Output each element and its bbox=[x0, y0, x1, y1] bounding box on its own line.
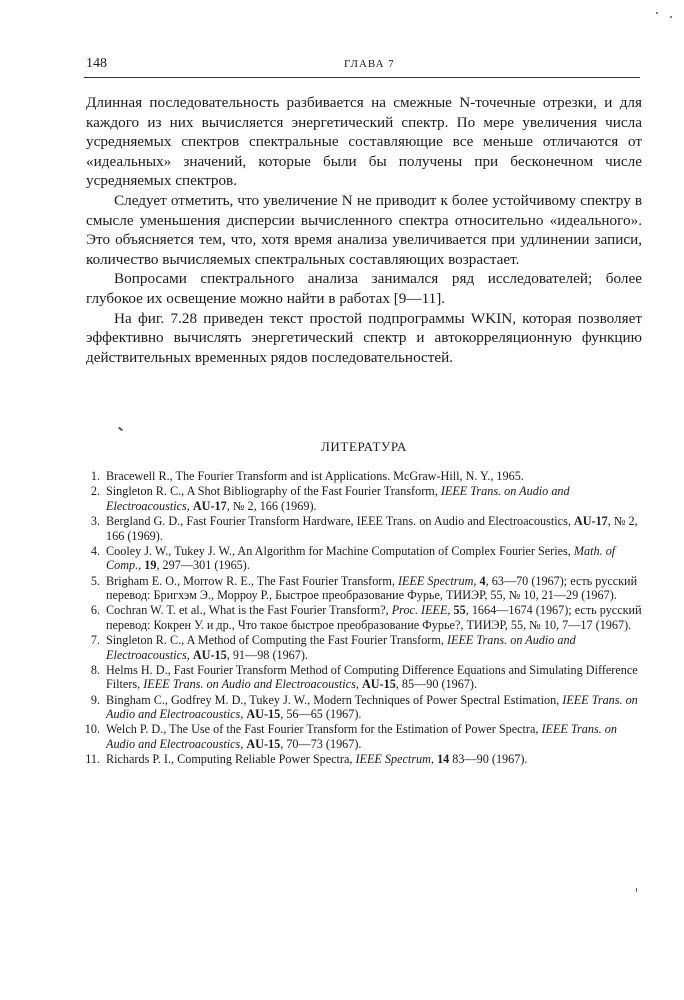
reference-rest: , № 2, 166 (1969). bbox=[226, 498, 317, 513]
reference-rest: , № 2, 166 (1969). bbox=[106, 513, 638, 543]
section-title: ЛИТЕРАТУРА bbox=[321, 439, 407, 454]
scan-speck bbox=[636, 888, 637, 892]
page-header bbox=[86, 56, 646, 78]
reference-title: Fast Fourier Transform Method of Computing Difference Equations and Simulating Difference Filters, bbox=[106, 662, 638, 692]
reference-item bbox=[80, 633, 646, 662]
reference-rest: , 91—98 (1967). bbox=[226, 647, 308, 662]
page-number: 148 bbox=[86, 56, 107, 71]
reference-rest: , 70—73 (1967). bbox=[280, 737, 362, 752]
reference-title: The Fourier Transform and ist Applications. McGraw-Hill, N. Y., 1965. bbox=[175, 469, 524, 483]
reference-volume: 55 bbox=[453, 603, 466, 618]
reference-item bbox=[80, 514, 646, 543]
reference-volume: 4 bbox=[479, 573, 486, 588]
reference-title: Modern Techniques of Power Spectral Estimation, bbox=[313, 692, 563, 707]
reference-title: An Algorithm for Machine Computation of Complex Fourier Series, bbox=[237, 543, 574, 558]
reference-volume: 19 bbox=[144, 558, 157, 573]
reference-title: The Fast Fourier Transform, bbox=[256, 573, 398, 588]
reference-rest: 83—90 (1967). bbox=[449, 752, 528, 767]
reference-number: 10. bbox=[84, 722, 100, 737]
reference-journal: IEEE Trans. on Audio and Electroacoustics, bbox=[106, 722, 617, 752]
scan-speck bbox=[670, 16, 672, 18]
reference-authors: Helms H. D., bbox=[106, 662, 174, 677]
reference-rest: , 297—301 (1965). bbox=[156, 558, 250, 573]
reference-number: 1. bbox=[90, 469, 100, 483]
reference-volume: AU-15 bbox=[246, 737, 281, 752]
reference-volume: 14 bbox=[437, 752, 450, 767]
paragraph: На фиг. 7.28 приведен текст простой подпрограммы WKIN, которая позволяет эффективно вычислять энергетический спектр и автокорреляционную функцию действительных временных рядов последовательностей. bbox=[86, 309, 642, 366]
reference-volume: AU-17 bbox=[573, 513, 608, 528]
reference-title: The Use of the Fast Fourier Transform for the Estimation of Power Spectra, bbox=[169, 722, 542, 737]
reference-number: 8. bbox=[90, 662, 100, 677]
reference-item bbox=[80, 469, 646, 484]
running-title: ГЛАВА 7 bbox=[344, 58, 395, 70]
reference-list bbox=[80, 469, 646, 767]
reference-authors: Bergland G. D., bbox=[106, 513, 187, 528]
reference-volume: AU-17 bbox=[192, 498, 227, 513]
scan-speck bbox=[118, 427, 123, 432]
reference-authors: Singleton R. C., bbox=[106, 484, 187, 499]
reference-item bbox=[80, 693, 646, 722]
reference-title: A Method of Computing the Fast Fourier Transform, bbox=[186, 633, 447, 648]
reference-authors: Welch P. D., bbox=[106, 722, 170, 737]
paragraph: Вопросами спектрального анализа занимался ряд исследователей; более глубокое их освещение можно найти в работах [9—11]. bbox=[86, 270, 642, 307]
reference-authors: Bingham C., Godfrey M. D., Tukey J. W., bbox=[106, 692, 314, 707]
reference-journal: IEEE Trans. on Audio and Electroacoustics, bbox=[106, 633, 576, 662]
reference-rest: , 1664—1674 (1967); есть русский перевод: Кокрен У. и др., Что такое быстрое преобразование Фурье?, ТИИЭР, 55, № 10, 7—17 (1967). bbox=[106, 603, 642, 632]
reference-authors: Bracewell R., bbox=[106, 469, 176, 483]
reference-rest: , 63—70 (1967); есть русский перевод: Бригхэм Э., Морроу Р., Быстрое преобразование Фурье, ТИИЭР, 55, № 10, 21—29 (1967). bbox=[106, 573, 638, 603]
reference-journal: IEEE Trans. on Audio and Electroacoustics, bbox=[106, 692, 638, 722]
reference-number: 7. bbox=[90, 633, 100, 648]
reference-item bbox=[80, 663, 646, 692]
reference-item bbox=[80, 574, 646, 603]
paragraph: Длинная последовательность разбивается на смежные N-точечные отрезки, и для каждого из них вычисляется энергетический спектр. По мере увеличения числа усредняемых спектров спектральные составляющие все меньше отличаются от «идеальных» значений, которые были бы получены при бесконечном числе усредняемых спектров. bbox=[86, 94, 642, 190]
reference-number: 11. bbox=[85, 752, 100, 767]
reference-volume: AU-15 bbox=[361, 677, 396, 692]
reference-title: Computing Reliable Power Spectra, bbox=[177, 752, 356, 767]
reference-item bbox=[80, 722, 646, 751]
reference-journal: IEEE Spectrum, bbox=[355, 752, 438, 767]
reference-authors: Richards P. I., bbox=[106, 752, 178, 767]
reference-item bbox=[80, 544, 646, 573]
scan-speck bbox=[656, 12, 658, 14]
reference-journal: IEEE Trans. on Audio and Electroacoustics, bbox=[106, 484, 570, 513]
reference-authors: Brigham E. O., Morrow R. E., bbox=[106, 573, 257, 588]
paragraph: Следует отметить, что увеличение N не приводит к более устойчивому спектру в смысле уменьшения дисперсии вычисленного спектра относительно «идеального». Это объясняется тем, что, хотя время анализа увеличивается при удлинении записи, количество вычисляемых спектральных составляющих возрастает. bbox=[86, 191, 642, 268]
reference-number: 6. bbox=[90, 603, 100, 618]
reference-rest: , 85—90 (1967). bbox=[395, 677, 478, 692]
reference-number: 9. bbox=[90, 692, 100, 707]
reference-title: What is the Fast Fourier Transform?, bbox=[208, 603, 392, 618]
reference-volume: AU-15 bbox=[246, 707, 281, 722]
reference-number: 2. bbox=[90, 484, 100, 499]
reference-volume: AU-15 bbox=[192, 647, 227, 662]
reference-number: 5. bbox=[90, 573, 100, 588]
reference-item bbox=[80, 752, 646, 767]
reference-item bbox=[80, 484, 646, 513]
header-rule bbox=[84, 77, 640, 78]
reference-item bbox=[80, 603, 646, 632]
body-text bbox=[86, 93, 642, 367]
reference-title: Fast Fourier Transform Hardware, IEEE Trans. on Audio and Electroacoustics, bbox=[186, 513, 574, 528]
reference-journal: IEEE Trans. on Audio and Electroacoustics, bbox=[143, 677, 362, 692]
reference-number: 3. bbox=[90, 513, 100, 528]
reference-authors: Cooley J. W., Tukey J. W., bbox=[106, 543, 238, 558]
reference-authors: Singleton R. C., bbox=[106, 633, 187, 648]
reference-number: 4. bbox=[90, 543, 100, 558]
reference-authors: Cochran W. T. et al., bbox=[106, 603, 209, 618]
reference-journal: Proc. IEEE, bbox=[391, 603, 454, 618]
reference-rest: , 56—65 (1967). bbox=[280, 707, 362, 722]
reference-title: A Shot Bibliography of the Fast Fourier Transform, bbox=[186, 484, 441, 499]
reference-journal: Math. of Comp., bbox=[106, 543, 616, 573]
reference-journal: IEEE Spectrum, bbox=[397, 573, 480, 588]
